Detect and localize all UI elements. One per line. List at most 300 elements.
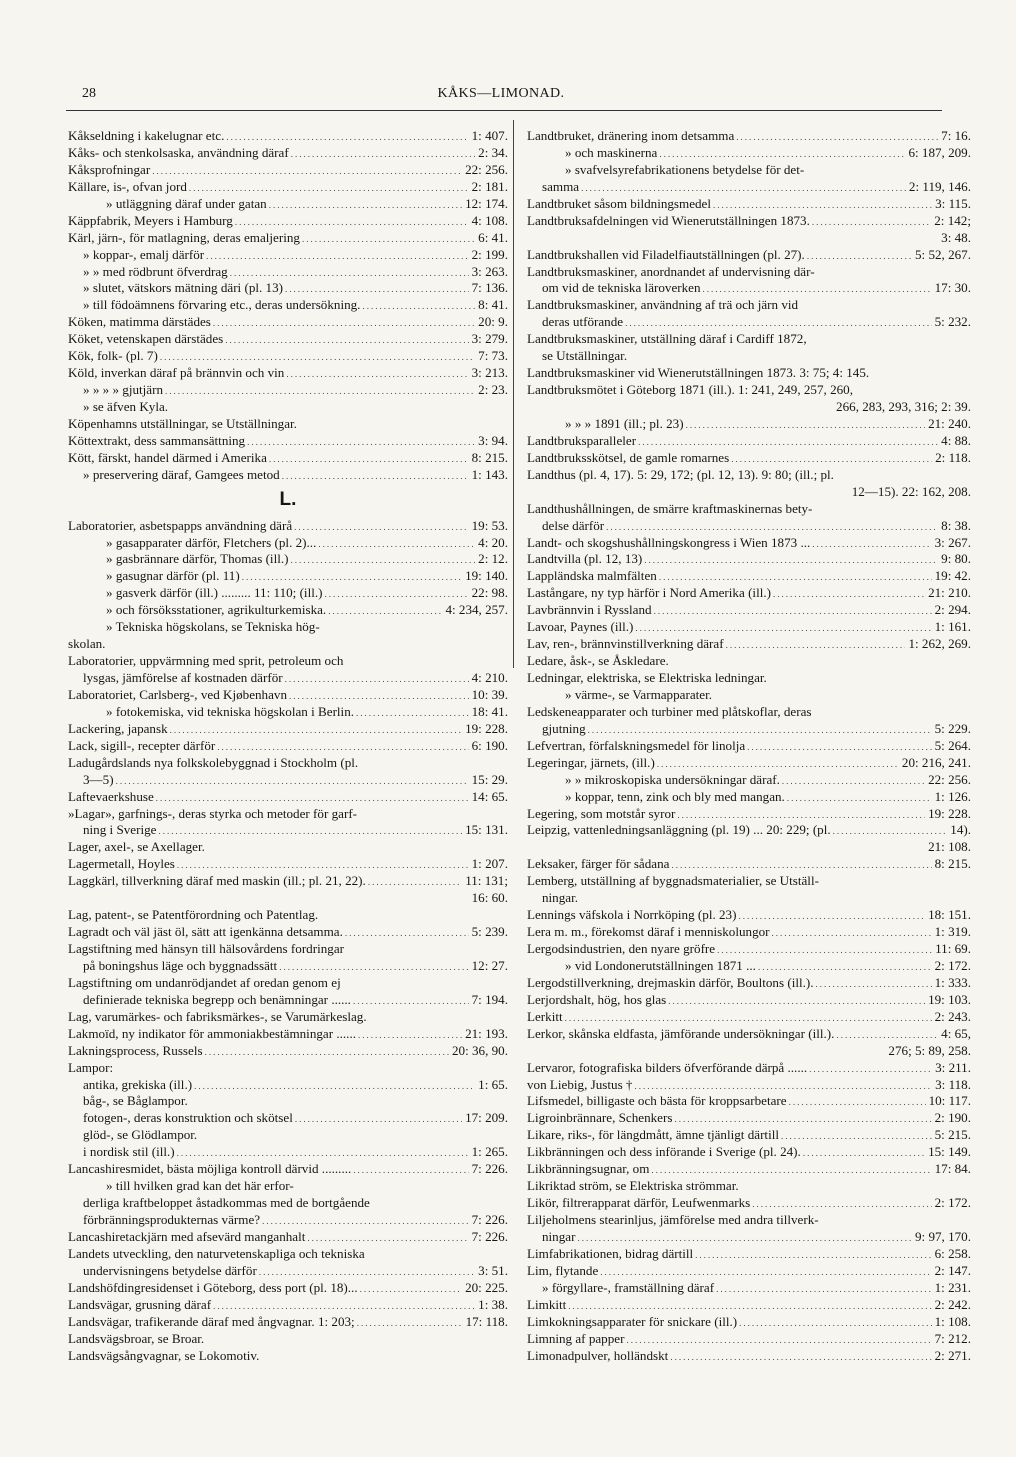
index-entry: [68, 280, 508, 297]
leader-dots: [604, 519, 938, 535]
entry-reference: 3: 48.: [941, 229, 971, 245]
entry-reference: 20: 225.: [465, 1279, 508, 1295]
entry-text: glöd-, se Glödlampor.: [83, 1127, 198, 1143]
entry-text: Lampor:: [68, 1059, 114, 1075]
entry-reference: 1: 231.: [934, 1279, 971, 1295]
index-entry: [527, 1144, 971, 1161]
index-entry: [527, 1127, 971, 1144]
entry-text: Köken, matimma därstädes: [68, 314, 211, 330]
entry-text: Likör, filtrerapparat därför, Leufwenmarks: [527, 1195, 751, 1211]
index-entry: [68, 653, 508, 670]
index-entry: [68, 958, 508, 975]
entry-text: Lavoar, Paynes (ill.): [527, 619, 634, 635]
leader-dots: [780, 773, 925, 789]
index-entry: [68, 551, 508, 568]
left-column: [68, 128, 508, 1364]
index-entry: [527, 907, 971, 924]
entry-text: » » » 1891 (ill.; pl. 23): [565, 415, 684, 431]
leader-dots: [642, 552, 938, 568]
entry-text: Lakningsprocess, Russels: [68, 1042, 203, 1058]
leader-dots: [224, 129, 468, 145]
entry-text: antika, grekiska (ill.): [83, 1076, 193, 1092]
entry-text: definierade tekniska begrepp och benämningar ......: [83, 991, 351, 1007]
index-entry: [68, 416, 508, 433]
entry-text: » preservering däraf, Gamgees metod: [83, 466, 280, 482]
entry-text: » vid Londonerutställningen 1871 ...: [565, 957, 756, 973]
index-entry: [68, 924, 508, 941]
entry-reference: 3: 263.: [471, 263, 508, 279]
entry-text: Kåksprofningar: [68, 161, 151, 177]
index-entry: [527, 1246, 971, 1263]
entry-reference: 10: 117.: [928, 1093, 971, 1109]
index-entry: [68, 738, 508, 755]
leader-dots: [260, 1213, 469, 1229]
entry-reference: 3: 267.: [934, 534, 971, 550]
leader-dots: [240, 569, 462, 585]
leader-dots: [632, 1078, 932, 1094]
entry-reference: 5: 264.: [934, 737, 971, 753]
entry-reference: 5: 239.: [471, 924, 508, 940]
leader-dots: [668, 1349, 931, 1365]
entry-text: Lergodstillverkning, drejmaskin därför, Boultons (ill.).: [527, 974, 814, 990]
entry-text: Landtbruksmaskiner, utställning däraf i Cardiff 1872,: [527, 331, 807, 347]
entry-text: Lerkor, skånska eldfasta, jämförande undersökningar (ill.).: [527, 1025, 835, 1041]
leader-dots: [356, 1027, 462, 1043]
index-entry: [527, 280, 971, 297]
index-entry: [527, 992, 971, 1009]
entry-reference: 2: 23.: [478, 382, 508, 398]
index-entry: [527, 822, 971, 839]
index-entry: [527, 365, 971, 382]
entry-text: Lancashiresmidet, bästa möjliga kontroll därvid .........: [68, 1161, 352, 1177]
index-entry: [527, 755, 971, 772]
leader-dots: [192, 1078, 475, 1094]
entry-reference: 3: 213.: [471, 365, 508, 381]
leader-dots: [737, 1315, 931, 1331]
index-entry: [68, 772, 508, 789]
entry-text: » slutet, vätskors mätning däri (pl. 13): [83, 280, 284, 296]
entry-text: » » » » gjutjärn: [83, 382, 164, 398]
index-entry: [527, 264, 971, 281]
index-entry: [527, 551, 971, 568]
entry-text: Ledare, åsk-, se Åskledare.: [527, 653, 669, 669]
entry-text: » se äfven Kyla.: [83, 399, 169, 414]
index-entry: [68, 907, 508, 924]
entry-text: Ledningar, elektriska, se Elektriska ledningar.: [527, 670, 767, 685]
section-letter: [68, 484, 508, 518]
index-entry: [527, 670, 971, 687]
entry-text: skolan.: [68, 636, 106, 652]
entry-text: ningar: [542, 1228, 576, 1244]
entry-reference: 22: 256.: [465, 161, 508, 177]
leader-dots: [672, 1111, 931, 1127]
entry-text: Lemberg, utställning af byggnadsmaterialier, se Utställ-: [527, 873, 819, 889]
index-entry: [68, 348, 508, 365]
entry-text: Lancashiretackjärn med afsevärd manganhalt: [68, 1228, 306, 1244]
index-entry: [68, 433, 508, 450]
leader-dots: [156, 823, 462, 839]
index-entry: [68, 975, 508, 992]
entry-reference: 1: 407.: [471, 128, 508, 143]
leader-dots: [657, 569, 932, 585]
index-entry: [527, 806, 971, 823]
entry-text: Laggkärl, tillverkning däraf med maskin (ill.; pl. 21, 22).: [68, 873, 366, 889]
entry-text: Landsvägsbroar, se Broar.: [68, 1330, 205, 1346]
entry-reference: 7: 226.: [471, 1212, 508, 1228]
entry-text: » Tekniska högskolans, se Tekniska hög-: [106, 619, 320, 635]
index-entry: [68, 1077, 508, 1094]
entry-reference: 4: 234, 257.: [445, 602, 508, 618]
entry-reference: 2: 181.: [471, 178, 508, 194]
entry-text: Landtbrukshallen vid Filadelfiautställningen (pl. 27).: [527, 246, 805, 262]
entry-text: Köld, inverkan däraf på brännvin och vin: [68, 365, 285, 381]
entry-text: Lastångare, ny typ härför i Nord Amerika (ill.): [527, 585, 771, 601]
leader-dots: [175, 1145, 469, 1161]
entry-reference: 21: 210.: [928, 585, 971, 601]
leader-dots: [288, 552, 475, 568]
entry-text: » » med rödbrunt öfverdrag: [83, 263, 228, 279]
entry-reference: 4: 88.: [941, 432, 971, 448]
entry-reference: 2: 242.: [934, 1296, 971, 1312]
entry-reference: 3: 211.: [935, 1059, 971, 1075]
leader-dots: [684, 417, 926, 433]
entry-text: Källare, is-, ofvan jord: [68, 178, 187, 194]
entry-reference: 1: 207.: [471, 856, 508, 872]
entry-text: Landtbruket såsom bildningsmedel: [527, 195, 712, 211]
index-entry: [68, 636, 508, 653]
entry-reference: 1: 108.: [934, 1313, 971, 1329]
leader-dots: [175, 857, 469, 873]
entry-text: Köpenhamns utställningar, se Utställningar.: [68, 415, 297, 431]
index-entry: [527, 382, 971, 399]
index-entry: [68, 264, 508, 281]
index-entry: [68, 162, 508, 179]
leader-dots: [745, 739, 931, 755]
leader-dots: [734, 129, 938, 145]
entry-text: » gasugnar därför (pl. 11): [106, 568, 240, 584]
index-entry: [527, 1280, 971, 1297]
index-entry: [527, 1161, 971, 1178]
leader-dots: [292, 519, 468, 535]
index-entry: [68, 585, 508, 602]
entry-reference: 8: 41.: [478, 297, 508, 313]
index-entry: [68, 314, 508, 331]
entry-text: ning i Sverige: [83, 822, 157, 838]
entry-reference: 15: 29.: [471, 771, 508, 787]
index-entry: [68, 992, 508, 1009]
index-entry: [527, 772, 971, 789]
index-entry: [68, 213, 508, 230]
entry-reference: 1: 126.: [934, 788, 971, 804]
entry-reference: 7: 212.: [934, 1330, 971, 1346]
entry-reference: 8: 215.: [471, 449, 508, 465]
index-entry: [527, 653, 971, 670]
index-entry: [527, 1026, 971, 1043]
entry-text: fotogen-, deras konstruktion och skötsel: [83, 1110, 293, 1126]
leader-dots: [575, 1230, 912, 1246]
index-entry: [527, 1212, 971, 1229]
index-entry: [68, 1127, 508, 1144]
entry-text: Lervaror, fotografiska bilders öfverförande därpå ......: [527, 1059, 808, 1075]
entry-text: Limning af papper: [527, 1330, 625, 1346]
entry-reference: 2: 190.: [934, 1110, 971, 1126]
index-entry: [68, 1060, 508, 1077]
index-entry: [527, 518, 971, 535]
entry-reference: 3: 94.: [478, 432, 508, 448]
entry-text: Lerkitt: [527, 1008, 563, 1024]
entry-text: Landshöfdingresidenset i Göteborg, dess port (pl. 18)...: [68, 1279, 358, 1295]
entry-reference: 2: 172.: [934, 1195, 971, 1211]
leader-dots: [655, 756, 899, 772]
index-entry: [527, 399, 971, 416]
entry-reference: 19: 42.: [934, 568, 971, 584]
leader-dots: [701, 281, 932, 297]
leader-dots: [267, 197, 462, 213]
entry-text: Likbränningsugnar, om: [527, 1161, 650, 1177]
entry-text: Leipzig, vattenledningsanläggning (pl. 19) ... 20: 229; (pl.: [527, 822, 831, 838]
entry-reference: 3: 115.: [935, 195, 971, 211]
entry-reference: 1: 333.: [934, 974, 971, 990]
index-entry: [527, 314, 971, 331]
leader-dots: [779, 1128, 932, 1144]
index-entry: [527, 535, 971, 552]
entry-reference: 19: 53.: [471, 517, 508, 533]
entry-reference: 14: 65.: [471, 788, 508, 804]
entry-text: Köket, vetenskapen därstädes: [68, 331, 224, 347]
entry-reference: 8: 38.: [941, 517, 971, 533]
entry-text: om vid de tekniska läroverken: [542, 280, 701, 296]
entry-reference: 19: 228.: [928, 805, 971, 821]
entry-text: Ladugårdslands nya folkskolebyggnad i Stockholm (pl.: [68, 754, 359, 770]
column-divider: [513, 120, 514, 668]
index-entry: [68, 1280, 508, 1297]
leader-dots: [649, 1162, 931, 1178]
entry-reference: 5: 52, 267.: [914, 246, 971, 262]
entry-reference: 9: 97, 170.: [914, 1228, 971, 1244]
entry-reference: 3: 118.: [935, 1076, 971, 1092]
entry-text: Landthushållningen, de smärre kraftmaskinernas bety-: [527, 500, 813, 516]
entry-text: ningar.: [542, 890, 579, 906]
leader-dots: [204, 248, 468, 264]
entry-text: Landtvilla (pl. 12, 13): [527, 551, 643, 567]
entry-text: Lappländska malmfälten: [527, 568, 657, 584]
index-entry: [68, 941, 508, 958]
leader-dots: [624, 1332, 931, 1348]
index-entry: [527, 128, 971, 145]
index-entry: [527, 839, 971, 856]
entry-text: Landtbruksmötet i Göteborg 1871 (ill.). 1: 241, 249, 257, 260,: [527, 382, 853, 398]
entry-reference: 12: 27.: [471, 957, 508, 973]
index-entry: [527, 941, 971, 958]
index-entry: [68, 1110, 508, 1127]
entry-text: Lavbrännvin i Ryssland: [527, 602, 652, 618]
entry-text: Legering, som motstår syror: [527, 805, 676, 821]
leader-dots: [736, 908, 925, 924]
entry-reference: 19: 103.: [928, 991, 971, 1007]
entry-reference: 4: 108.: [471, 212, 508, 228]
leader-dots: [316, 536, 475, 552]
entry-text: Landtbruksmaskiner, anordnandet af undervisning där-: [527, 263, 815, 279]
index-entry: [527, 1229, 971, 1246]
entry-text: »Lagar», garfnings-, deras styrka och metoder för garf-: [68, 805, 358, 821]
leader-dots: [787, 1094, 926, 1110]
index-entry: [527, 1348, 971, 1365]
index-entry: [68, 704, 508, 721]
entry-text: Limonadpulver, holländskt: [527, 1347, 669, 1363]
index-entry: [68, 1314, 508, 1331]
index-entry: [527, 196, 971, 213]
entry-text: Kött, färskt, handel därmed i Amerika: [68, 449, 267, 465]
index-entry: [68, 450, 508, 467]
leader-dots: [714, 1281, 932, 1297]
index-entry: [527, 348, 971, 365]
entry-reference: 1: 143.: [471, 466, 508, 482]
index-entry: [527, 247, 971, 264]
entry-reference: 2: 118.: [935, 449, 971, 465]
entry-text: i nordisk stil (ill.): [83, 1144, 175, 1160]
entry-reference: 1: 262, 269.: [908, 636, 971, 652]
entry-reference: 5: 215.: [934, 1127, 971, 1143]
leader-dots: [154, 790, 469, 806]
entry-reference: 1: 65.: [478, 1076, 508, 1092]
index-entry: [527, 484, 971, 501]
entry-reference: 6: 190.: [471, 737, 508, 753]
entry-reference: 3: 279.: [471, 331, 508, 347]
index-entry: [527, 297, 971, 314]
leader-dots: [652, 603, 932, 619]
index-entry: [527, 873, 971, 890]
index-entry: [527, 924, 971, 941]
leader-dots: [168, 722, 462, 738]
entry-text: » till hvilken grad kan det här erfor-: [106, 1178, 294, 1194]
entry-text: » koppar, tenn, zink och bly med mangan.: [565, 788, 785, 804]
leader-dots: [280, 468, 469, 484]
leader-dots: [801, 1145, 925, 1161]
leader-dots: [257, 1264, 475, 1280]
entry-text: » » mikroskopiska undersökningar däraf.: [565, 771, 780, 787]
leader-dots: [657, 146, 905, 162]
entry-reference: 7: 226.: [471, 1161, 508, 1177]
leader-dots: [771, 586, 925, 602]
index-entry: [527, 602, 971, 619]
leader-dots: [675, 807, 925, 823]
entry-text: Leksaker, färger för sådana: [527, 856, 670, 872]
entry-text: Landsvägar, grusning däraf: [68, 1296, 212, 1312]
entry-text: Kök, folk- (pl. 7): [68, 348, 158, 364]
entry-reference: 17: 30.: [934, 280, 971, 296]
index-entry: [527, 636, 971, 653]
index-entry: [527, 145, 971, 162]
index-entry: [527, 179, 971, 196]
leader-dots: [669, 857, 931, 873]
entry-text: » fotokemiska, vid tekniska högskolan i Berlin.: [106, 703, 355, 719]
leader-dots: [322, 586, 468, 602]
leader-dots: [785, 790, 932, 806]
leader-dots: [636, 434, 938, 450]
entry-reference: 3: 51.: [478, 1262, 508, 1278]
leader-dots: [283, 671, 469, 687]
index-entry: [68, 145, 508, 162]
index-entry: [68, 839, 508, 856]
entry-reference: 5: 229.: [934, 720, 971, 736]
index-entry: [68, 1144, 508, 1161]
entry-text: på boningshus läge och byggnadssätt: [83, 957, 278, 973]
index-entry: [68, 568, 508, 585]
leader-dots: [300, 231, 475, 247]
entry-text: Landets utveckling, den naturvetenskapliga och tekniska: [68, 1245, 365, 1261]
entry-text: Lag, varumärkes- och fabriksmärkes-, se Varumärkeslag.: [68, 1008, 367, 1024]
entry-text: Laboratorier, asbetspapps användning därå: [68, 517, 293, 533]
index-entry: [68, 806, 508, 823]
leader-dots: [770, 925, 932, 941]
entry-text: Landtbruksskötsel, de gamle romarnes: [527, 449, 730, 465]
entry-text: båg-, se Båglampor.: [83, 1093, 188, 1109]
header-rule: [66, 110, 942, 111]
leader-dots: [711, 197, 932, 213]
entry-reference: 6: 187, 209.: [908, 144, 971, 160]
entry-reference: 7: 226.: [471, 1228, 508, 1244]
leader-dots: [287, 688, 469, 704]
entry-text: Lagstiftning om undanrödjandet af oredan genom ej: [68, 974, 341, 990]
leader-dots: [351, 1162, 468, 1178]
leader-dots: [354, 705, 469, 721]
index-entry: [68, 518, 508, 535]
index-entry: [527, 1009, 971, 1026]
index-entry: [68, 1093, 508, 1110]
entry-reference: 2: 119, 146.: [908, 178, 971, 194]
leader-dots: [715, 942, 932, 958]
index-entry: [527, 721, 971, 738]
entry-text: Kåks- och stenkolsaska, användning däraf: [68, 144, 289, 160]
entry-text: Landtbruksparalleler: [527, 432, 637, 448]
entry-text: Lackering, japansk: [68, 720, 168, 736]
page-header: [66, 86, 936, 106]
entry-text: Lav, ren-, brännvinstillverkning däraf: [527, 636, 724, 652]
leader-dots: [563, 1010, 932, 1026]
entry-reference: 6: 41.: [478, 229, 508, 245]
entry-reference: 11: 69.: [935, 941, 971, 956]
entry-reference: 1: 161.: [934, 619, 971, 635]
leader-dots: [360, 298, 475, 314]
leader-dots: [114, 773, 469, 789]
index-entry: [527, 331, 971, 348]
index-entry: [527, 467, 971, 484]
index-entry: [68, 822, 508, 839]
entry-reference: 22: 256.: [928, 771, 971, 787]
index-entry: [527, 1178, 971, 1195]
entry-text: gjutning: [542, 720, 586, 736]
index-entry: [527, 416, 971, 433]
entry-text: Landthus (pl. 4, 17). 5: 29, 172; (pl. 12, 13). 9: 80; (ill.; pl.: [527, 466, 834, 482]
entry-text: » koppar-, emalj därför: [83, 246, 205, 262]
index-entry: [68, 1178, 508, 1195]
entry-text: Landtbruksmaskiner vid Wienerutställningen 1873. 3: 75; 4: 145.: [527, 365, 870, 381]
entry-text: lysgas, jämförelse af kostnaden därför: [83, 670, 283, 686]
entry-reference: 9: 80.: [941, 551, 971, 567]
leader-dots: [187, 180, 469, 196]
index-entry: [68, 1161, 508, 1178]
index-entry: [68, 467, 508, 484]
index-entry: [527, 1077, 971, 1094]
entry-reference: 2: 243.: [934, 1008, 971, 1024]
index-entry: [527, 1043, 971, 1060]
index-entry: [527, 789, 971, 806]
entry-reference: 7: 194.: [471, 991, 508, 1007]
entry-text: Lagradt och väl jäst öl, sätt att igenkänna detsamma.: [68, 924, 343, 940]
leader-dots: [163, 383, 475, 399]
entry-text: undervisningens betydelse därför: [83, 1262, 257, 1278]
entry-text: deras utförande: [542, 314, 624, 330]
